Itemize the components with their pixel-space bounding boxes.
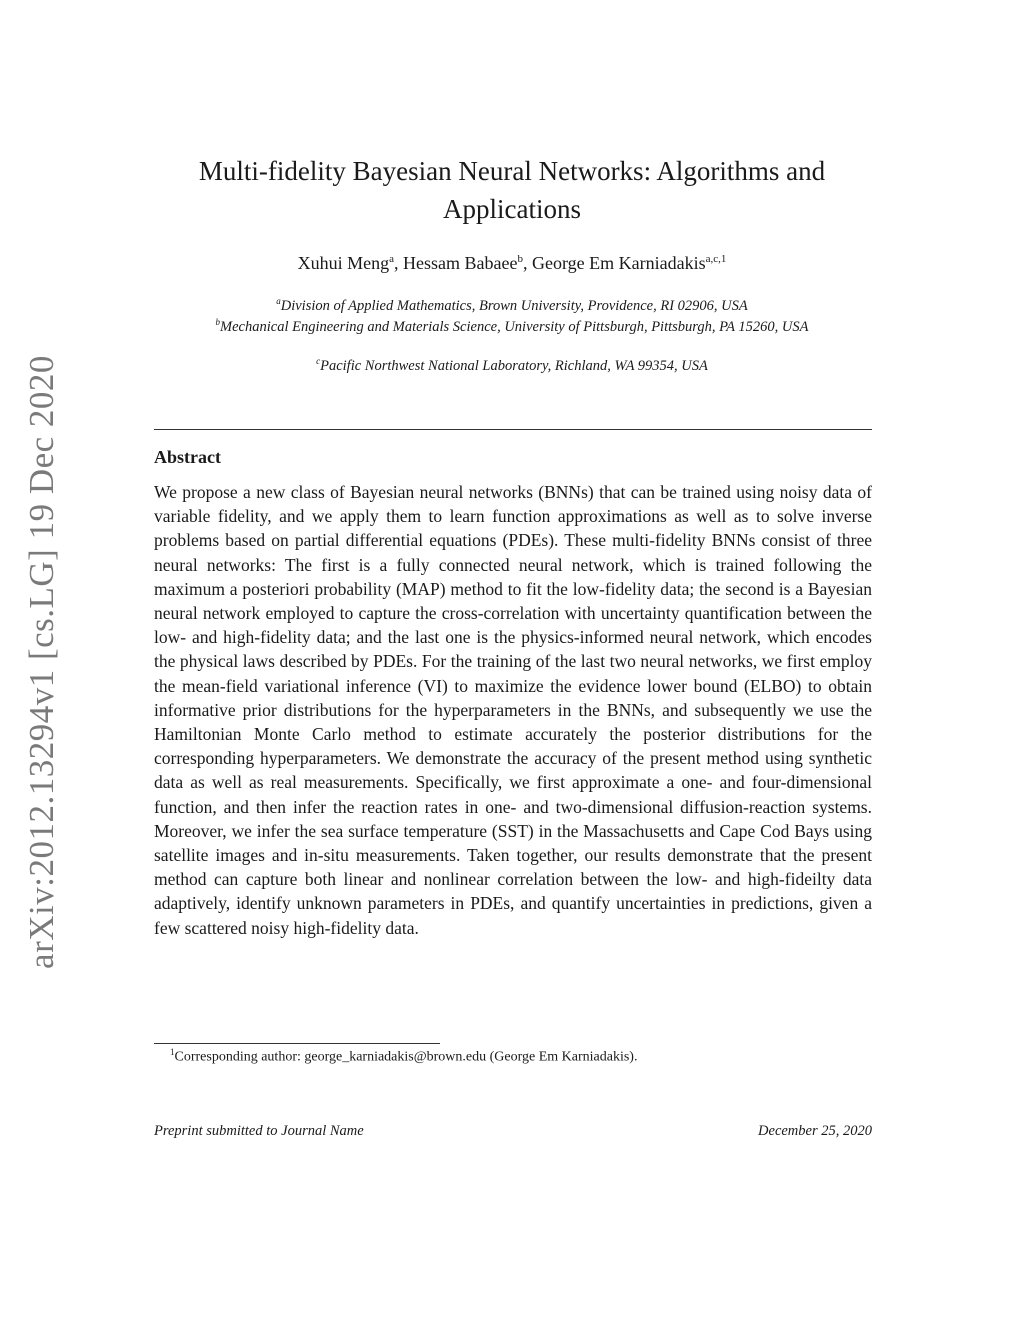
- footnote-text: Corresponding author: george_karniadakis@brown.edu (George Em Karniadakis).: [174, 1049, 638, 1065]
- footnote-rule: [154, 1043, 440, 1044]
- affiliation-mark: b: [215, 317, 221, 327]
- abstract-top-rule: [154, 429, 872, 430]
- affiliation-mark: c: [316, 356, 321, 366]
- affiliation-mark: a: [276, 296, 281, 306]
- abstract-text: We propose a new class of Bayesian neural networks (BNNs) that can be trained using noisy data of variable fidelity, and we apply them to learn function approximations as well as to solve inverse problems based on partial differential equations (PDEs). These multi-fidelity BNNs consist of three neural networks: The first is a fully connected neural network, which is trained following the maximum a posteriori probability (MAP) method to fit the low-fidelity data; the second is a Bayesian neural network employed to capture the cross-correlation with uncertainty quantification between the low- and high-fidelity data; and the last one is the physics-informed neural network, which encodes the physical laws described by PDEs. For the training of the last two neural networks, we first employ the mean-field variational inference (VI) to maximize the evidence lower bound (ELBO) to obtain informative prior distributions for the hyperparameters in the BNNs, and subsequently we use the Hamiltonian Monte Carlo method to estimate accurately the posterior distributions for the corresponding hyperparameters. We demonstrate the accuracy of the present method using synthetic data as well as real measurements. Specifically, we first approximate a one- and four-dimensional function, and then infer the reaction rates in one- and two-dimensional diffusion-reaction systems. Moreover, we infer the sea surface temperature (SST) in the Massachusetts and Cape Cod Bays using satellite images and in-situ measurements. Taken together, our results demonstrate that the present method can capture both linear and nonlinear correlation between the low- and high-fideilty data adaptively, identify unknown parameters in PDEs, and quantify uncertainties in predictions, given a few scattered noisy high-fidelity data.: [154, 482, 872, 938]
- author-affil-mark: b: [517, 253, 523, 265]
- affiliation-text: Mechanical Engineering and Materials Science, University of Pittsburgh, Pittsburgh, PA 15260, USA: [220, 318, 809, 335]
- author-list: Xuhui Meng$^a$, Hessam Babaee$^b$, George Em Karniadakis$^{a,c,1}$: [297, 253, 727, 273]
- footnote-mark: 1: [170, 1047, 175, 1057]
- preprint-note: Preprint submitted to Journal Name: [154, 1123, 364, 1139]
- author-affil-mark: a,c,1: [705, 253, 727, 265]
- footnote: [170, 1047, 637, 1066]
- affiliation: [160, 312, 864, 337]
- author-name: Xuhui Meng: [297, 253, 390, 273]
- affiliation: [160, 351, 864, 376]
- paper-title: Multi-fidelity Bayesian Neural Networks: Algorithms and Applications: [198, 156, 826, 224]
- author-name: Hessam Babaee: [403, 253, 518, 273]
- author-name: George Em Karniadakis: [531, 253, 706, 273]
- arxiv-identifier: arXiv:2012.13294v1 [cs.LG] 19 Dec 2020: [22, 355, 61, 969]
- affiliation-text: Pacific Northwest National Laboratory, Richland, WA 99354, USA: [320, 357, 708, 374]
- affiliation-text: Division of Applied Mathematics, Brown University, Providence, RI 02906, USA: [280, 297, 748, 314]
- abstract-heading: Abstract: [154, 447, 221, 467]
- author-affil-mark: a: [389, 253, 395, 265]
- preprint-date: December 25, 2020: [758, 1123, 872, 1139]
